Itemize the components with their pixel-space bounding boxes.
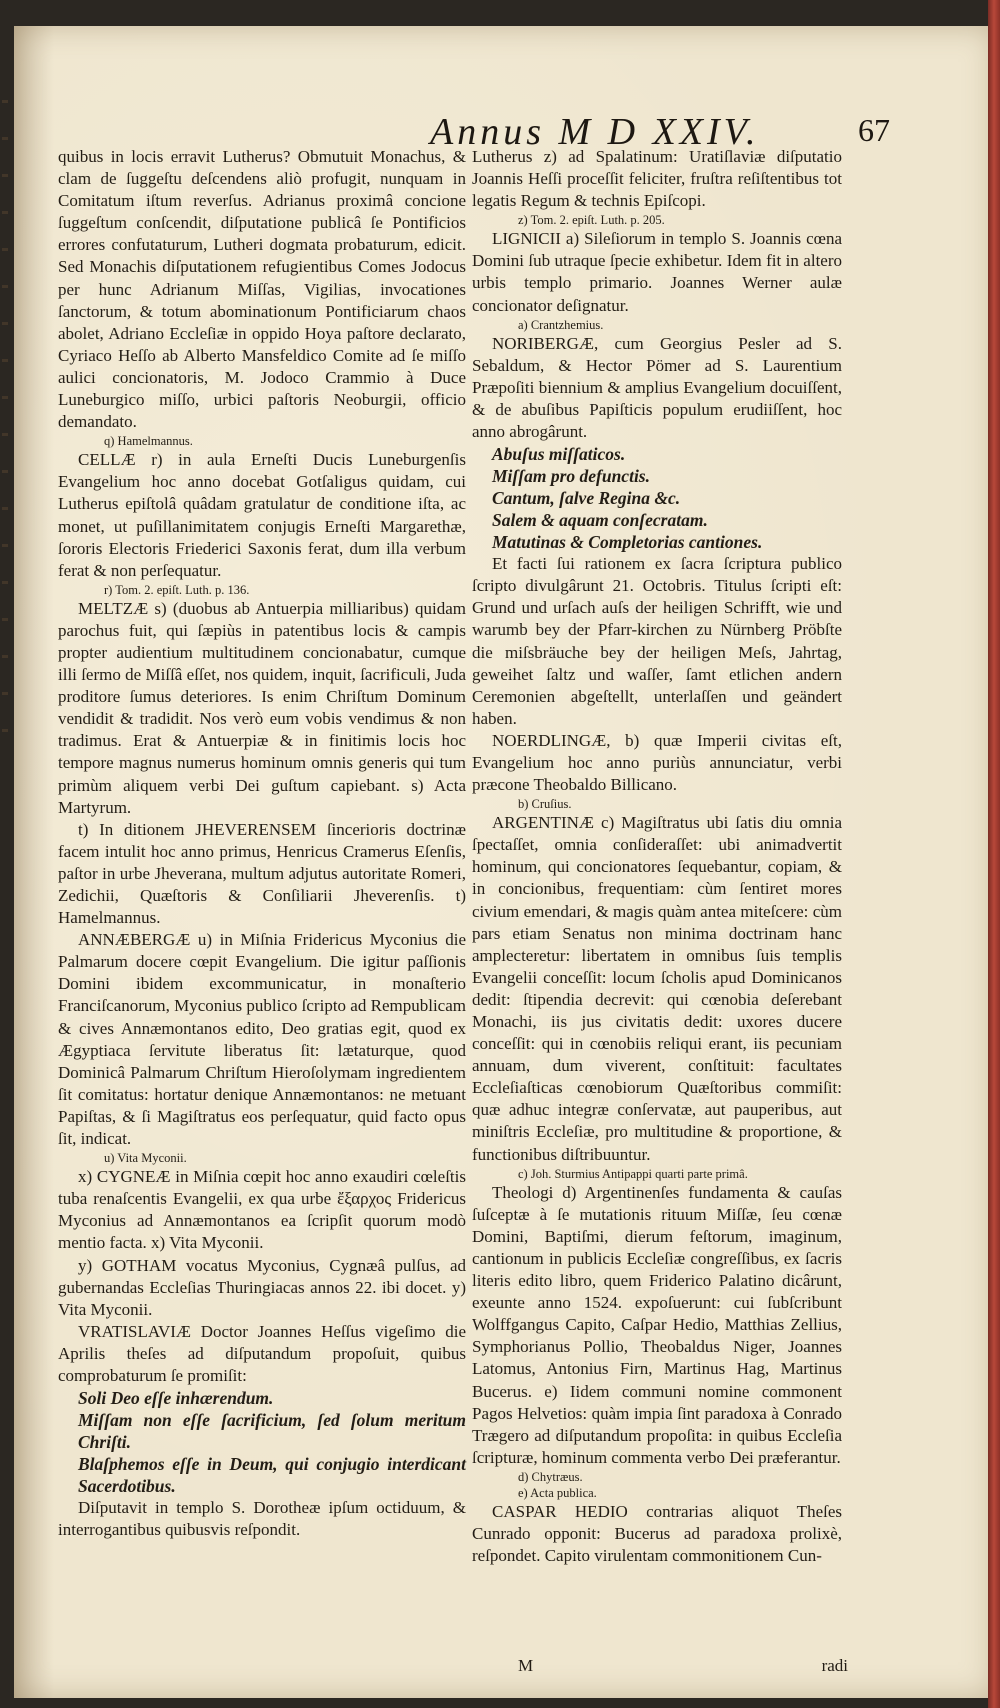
paragraph: y) GOTHAM vocatus Myconius, Cygnæâ pulſus, ad gubernandas Eccleſias Thuringiacas annos 22. ibi docet. y) Vita Myconii. <box>58 1255 466 1319</box>
italic-list-line: Blaſphemos eſſe in Deum, qui conjugio interdicant Sacerdotibus. <box>78 1454 466 1497</box>
left-text-column <box>58 146 466 1541</box>
paragraph: MELTZÆ s) (duobus ab Antuerpia milliaribus) quidam parochus fuit, qui ſæpiùs in patentibus locis & campis propter audientium multitudinem concionabatur, cumque illi ſermo de Miſſâ eſſet, nos quidem, inquit, ſacrificuli, Juda proditore ſumus deteriores. Is enim Chriſtum Dominum vendidit & tradidit. Nos verò eum vobis vendimus & non tradimus. Erat & Antuerpiæ & in finitimis locis hoc tempore magnus numerus hominum omnis generis qui tum primùm aliquem verbi Dei guſtum capiebant. s) Acta Martyrum. <box>58 598 466 817</box>
footnote: q) Hamelmannus. <box>104 434 193 449</box>
italic-list-line: Miſſam non eſſe ſacrificium, ſed ſolum meritum Chriſti. <box>78 1410 466 1453</box>
paragraph: quibus in locis erravit Lutherus? Obmutuit Monachus, & clam de ſuggeſtu deſcendens aliò profugit, nunquam in Comitatum iſtum reverſus. Adrianus proximâ concione ſuggeſtum conſcendit, diſputatione publicâ ſe Pontificios errores confutaturum, Lutheri dogmata probaturum, edicit. Sed Monachis diſputationem refugientibus Comes Jodocus per hunc Adrianum Miſſas, Vigilias, invocationes ſanctorum, & totum abominationum Pontificiarum chaos abolet, Adriano Eccleſiæ in oppido Hoya paſtore declarato, Cyriaco Heſſo ab Alberto Mansfeldico Comite ad ſe miſſo aulici concionatoris, M. Jodoco Crammio à Duce Luneburgico miſſo, urbici paſtoris Neoburgii, officio demandato. <box>58 147 466 432</box>
italic-list-line: Salem & aquam conſecratam. <box>492 510 708 531</box>
paragraph: NORIBERGÆ, cum Georgius Pesler ad S. Sebaldum, & Hector Pömer ad S. Laurentium Præpoſiti biennium & amplius Evangelium docuiſſent, & de abuſibus Papiſticis populum erudiiſſent, hoc anno abrogârunt. <box>472 333 842 442</box>
footnote: z) Tom. 2. epiſt. Luth. p. 205. <box>518 213 665 228</box>
paragraph: Lutherus z) ad Spalatinum: Uratiſlaviæ diſputatio Joannis Heſſi proceſſit feliciter, fruſtra reſiſtentibus tot legatis Regum & technis Epiſcopi. <box>472 147 842 211</box>
paragraph: Diſputavit in templo S. Dorotheæ ipſum octiduum, & interrogantibus quibusvis reſpondit. <box>58 1498 466 1540</box>
paragraph: CASPAR HEDIO contrarias aliquot Theſes Cunrado opponit: Bucerus ad paradoxa prolixè, reſpondet. Capito virulentam commonitionem Cun- <box>472 1501 842 1566</box>
paragraph: NOERDLINGÆ, b) quæ Imperii civitas eſt, Evangelium hoc anno puriùs annunciatur, verbi præcone Theobaldo Billicano. <box>472 730 842 795</box>
book-red-edge <box>988 0 1000 1708</box>
page-footer <box>58 1656 848 1680</box>
signature-mark: M <box>518 1656 534 1675</box>
paragraph: VRATISLAVIÆ Doctor Joannes Heſſus vigeſimo die Aprilis theſes ad diſputandum propoſuit, quibus comprobaturum ſe promiſit: <box>58 1321 466 1385</box>
footnote: d) Chytræus. <box>518 1469 583 1484</box>
italic-list-line: Cantum, ſalve Regina &c. <box>492 488 681 509</box>
italic-list-line: Miſſam pro defunctis. <box>492 466 650 487</box>
footnote: b) Cruſius. <box>518 797 572 812</box>
italic-list-line: Matutinas & Completorias cantiones. <box>492 532 763 553</box>
footnote: r) Tom. 2. epiſt. Luth. p. 136. <box>104 582 250 597</box>
paragraph: Theologi d) Argentinenſes fundamenta & cauſas ſuſceptæ à ſe mutationis rituum Miſſæ, ſeu cœnæ Domini, Baptiſmi, dierum feſtorum, imaginum, cantionum in publicis Eccleſiæ congreſſibus, ex ſacris literis edito libro, quem Friderico Palatino dicârunt, exeunte anno 1524. expoſuerunt: cui ſubſcribunt Wolffgangus Capito, Caſpar Hedio, Matthias Zellius, Symphorianus Pollio, Theobaldus Niger, Joannes Latomus, Antonius Firn, Martinus Hag, Martinus Bucerus. e) Iidem communi nomine commonent Pagos Helvetios: quàm impia ſint paradoxa à Conrado Trægero ad diſputandum propoſita: in quibus Eccleſia ſcripturæ, hominum commenta verbo Dei præferantur. <box>472 1182 842 1467</box>
paragraph: LIGNICII a) Sileſiorum in templo S. Joannis cœna Domini ſub utraque ſpecie exhibetur. Idem fit in altero urbis templo primario. Joannes Werner aulæ concionator deſignatur. <box>472 229 842 315</box>
paragraph: ANNÆBERGÆ u) in Miſnia Fridericus Myconius die Palmarum docere cœpit Evangelium. Die igitur paſſionis Domini ibidem excommunicatur, in monaſterio Franciſcanorum, Myconius publico ſcripto ad Rempublicam & cives Annæmontanos edito, Deo gratias egit, quod ex Ægyptiaca ſervitute liberatus ſit: lætaturque, quod Dominicâ Palmarum Chriſtum Hieroſolymam ingredientem ſit comitatus: hortatur denique Annæmontanos: ne metuant Papiſtas, & ſi Magiſtratus eos perſequatur, quid facto opus ſit, indicat. <box>58 930 466 1149</box>
right-text-column <box>472 146 842 1567</box>
paragraph: Et facti ſui rationem ex ſacra ſcriptura publico ſcripto divulgârunt 21. Octobris. Titulus ſcripti eſt: Grund und urſach auſs der heiligen Schrifft, wie und warumb bey der Pfarr-kirchen zu Nürnberg Pröbſte die miſsbräuche bey der heiligen Meſs, Jahrtag, geweihet ſaltz und waſſer, ſamt etlichen andern Ceremonien abgeſtellt, unterlaſſen und geändert haben. <box>472 554 842 728</box>
footnote: c) Joh. Sturmius Antipappi quarti parte primâ. <box>518 1166 748 1181</box>
footnote: u) Vita Myconii. <box>104 1151 187 1166</box>
italic-list-line: Abuſus miſſaticos. <box>492 444 626 465</box>
footnote: e) Acta publica. <box>518 1485 597 1500</box>
paragraph: t) In ditionem JHEVERENSEM ſincerioris doctrinæ facem intulit hoc anno primus, Henricus Cramerus Eſenſis, paſtor in urbe Jheverana, multum adjutus autoritate Romeri, Zedichii, Quæſtoris & Conſiliarii Jheverenſis. t) Hamelmannus. <box>58 819 466 928</box>
footnote: a) Crantzhemius. <box>518 317 604 332</box>
paragraph: x) CYGNEÆ in Miſnia cœpit hoc anno exaudiri cœleſtis tuba renaſcentis Evangelii, ex qua urbe ἔξαρχος Fridericus Myconius ad Annæmontanos ea ſcripſit quorum modò mentio facta. x) Vita Myconii. <box>58 1167 466 1253</box>
paragraph: ARGENTINÆ c) Magiſtratus ubi ſatis diu omnia ſpectaſſet, omnia conſideraſſet: ubi animadvertit hominum, qui concionatores ſequebantur, copiam, & in concionibus, frequentiam: cùm ſentiret mores civium emendari, & magis quàm antea miteſcere: cùm pars etiam Senatus non minima doctrinam hanc amplecteretur: libertatem in omnibus ſuis templis Evangelii conceſſit: locum ſcholis apud Dominicanos dedit: ſtipendia decrevit: qui cœnobia deſerebant Monachi, iis jus civitatis dedit: uxores ducere conceſſit: qui in cœnobiis reliqui erant, iis pecuniam annuam, dum viverent, conſtituit: facultates Eccleſiaſticas cœnobiorum Quæſtoribus commiſit: quæ adhuc integræ conſervatæ, aut pauperibus, aut miniſtris Eccleſiæ, pro multitudine & proportione, & functionibus diſtribuuntur. <box>472 813 842 1164</box>
paragraph: CELLÆ r) in aula Erneſti Ducis Luneburgenſis Evangelium hoc anno docebat Gotſaligus quidam, cui Lutherus epiſtolâ quâdam gratulatur de conditione iſta, ac monet, ut puſillanimitatem conjugis Erneſti Margarethæ, ſororis Electoris Friederici Saxonis ferat, dum illa verbum ferat & non perſequatur. <box>58 450 466 580</box>
gutter-shadow <box>0 100 10 800</box>
page-header <box>40 102 980 152</box>
italic-list-line: Soli Deo eſſe inhærendum. <box>78 1388 274 1409</box>
catchword: radi <box>821 1656 848 1675</box>
running-title: Annus M D XXIV. <box>430 111 760 153</box>
page-number: 67 <box>858 112 890 148</box>
